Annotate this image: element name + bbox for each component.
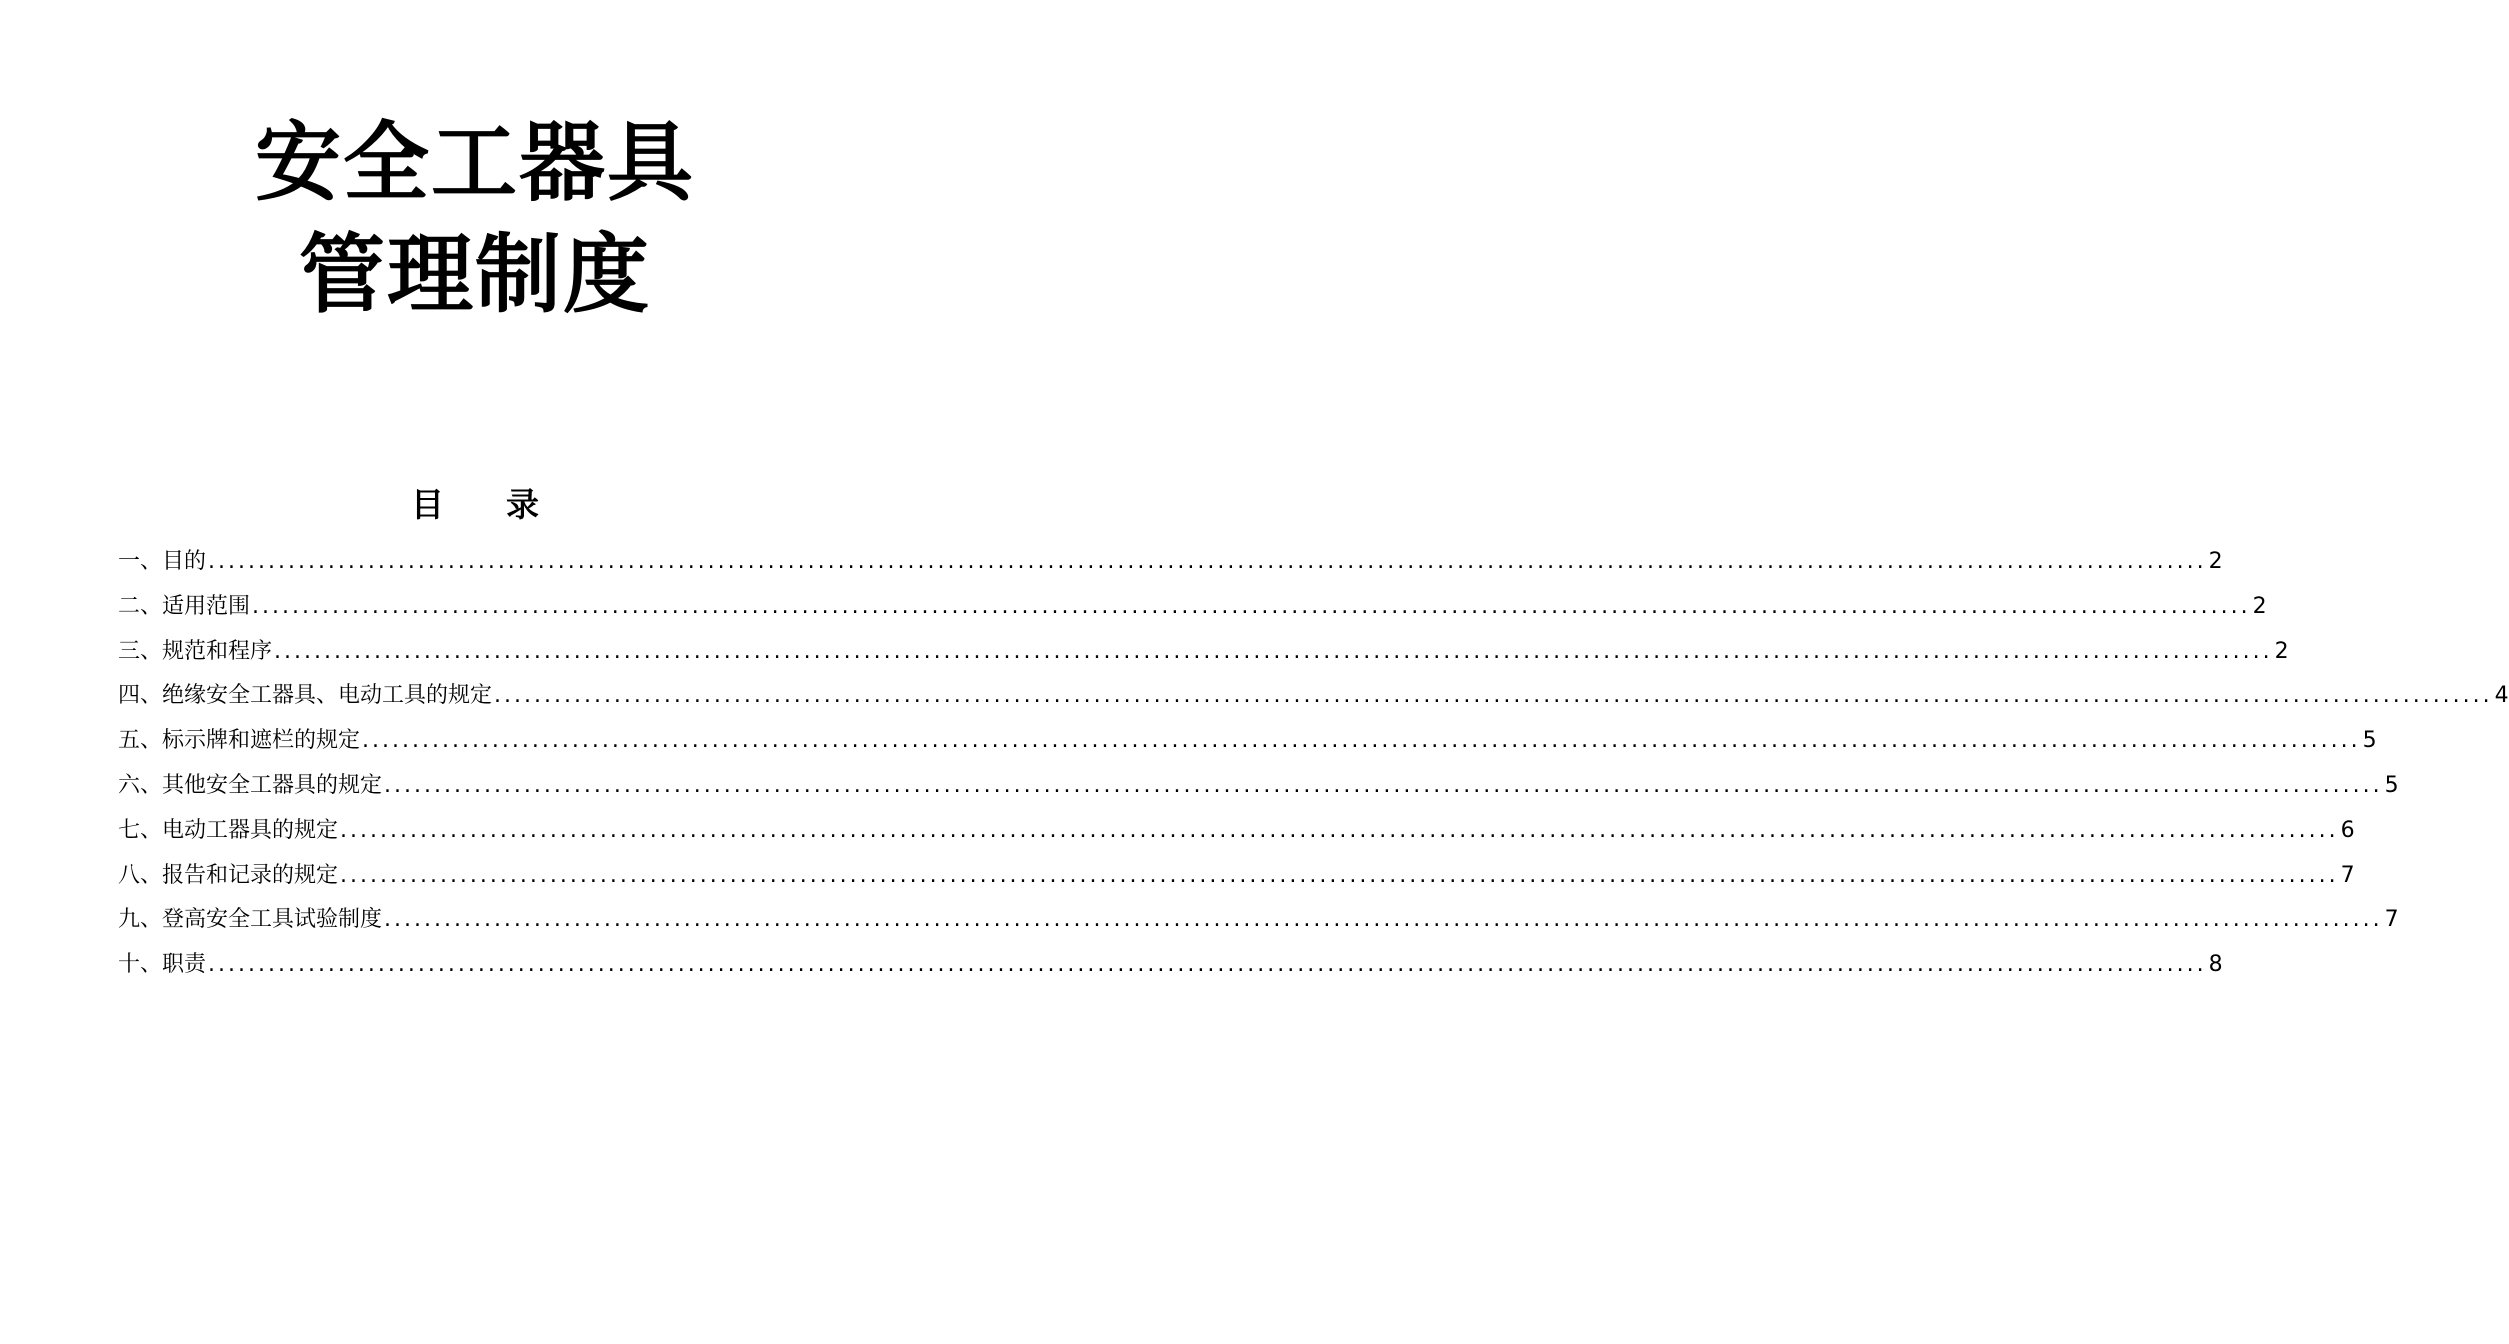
table-of-contents xyxy=(118,540,2509,988)
toc-entry[interactable] xyxy=(118,585,2267,630)
toc-entry-page: 5 xyxy=(2384,772,2399,798)
toc-leader-dots: ........................................................................................................................................................................................................ xyxy=(252,593,2251,619)
toc-entry-page: 7 xyxy=(2340,862,2355,888)
toc-entry[interactable] xyxy=(118,630,2289,675)
toc-entry-label: 二、适用范围 xyxy=(118,593,251,619)
toc-entry[interactable] xyxy=(118,764,2399,809)
toc-entry[interactable] xyxy=(118,719,2377,764)
toc-entry-page: 2 xyxy=(2274,638,2289,664)
toc-entry-label: 三、规范和程序 xyxy=(118,638,273,664)
toc-heading-left: 目 xyxy=(411,485,444,524)
toc-leader-dots: ........................................................................................................................................................................................................ xyxy=(274,638,2273,664)
toc-entry-page: 7 xyxy=(2384,907,2399,933)
toc-leader-dots: ........................................................................................................................................................................................................ xyxy=(362,728,2361,754)
toc-leader-dots: ........................................................................................................................................................................................................ xyxy=(384,772,2383,798)
toc-entry-page: 4 xyxy=(2494,683,2509,709)
toc-entry-page: 5 xyxy=(2362,728,2377,754)
toc-entry-label: 五、标示牌和遮栏的规定 xyxy=(118,728,361,754)
toc-leader-dots: ........................................................................................................................................................................................................ xyxy=(208,549,2207,574)
toc-leader-dots: ........................................................................................................................................................................................................ xyxy=(340,817,2339,843)
toc-entry-label: 九、登高安全工具试验制度 xyxy=(118,907,383,933)
document-title-line1: 安全工器具 xyxy=(255,113,695,213)
toc-entry[interactable] xyxy=(118,898,2399,943)
toc-entry[interactable] xyxy=(118,809,2355,854)
toc-entry-label: 七、电动工器具的规定 xyxy=(118,817,339,843)
toc-heading-right: 录 xyxy=(506,485,539,524)
toc-entry-page: 8 xyxy=(2208,952,2223,978)
document-title-line2: 管理制度 xyxy=(299,225,651,325)
toc-entry-page: 2 xyxy=(2252,593,2267,619)
toc-heading xyxy=(0,483,950,527)
toc-entry[interactable] xyxy=(118,540,2223,585)
toc-entry-label: 四、绝缘安全工器具、电动工具的规定 xyxy=(118,683,493,709)
toc-entry[interactable] xyxy=(118,854,2355,899)
toc-entry-label: 一、目的 xyxy=(118,549,207,574)
toc-leader-dots: ........................................................................................................................................................................................................ xyxy=(494,683,2493,709)
toc-entry-page: 6 xyxy=(2340,817,2355,843)
toc-entry-label: 八、报告和记录的规定 xyxy=(118,862,339,888)
toc-entry-label: 十、职责 xyxy=(118,952,207,978)
toc-entry[interactable] xyxy=(118,674,2509,719)
toc-leader-dots: ........................................................................................................................................................................................................ xyxy=(208,952,2207,978)
toc-entry[interactable] xyxy=(118,943,2223,988)
toc-leader-dots: ........................................................................................................................................................................................................ xyxy=(384,907,2383,933)
toc-entry-page: 2 xyxy=(2208,549,2223,574)
toc-entry-label: 六、其他安全工器具的规定 xyxy=(118,772,383,798)
toc-leader-dots: ........................................................................................................................................................................................................ xyxy=(340,862,2339,888)
